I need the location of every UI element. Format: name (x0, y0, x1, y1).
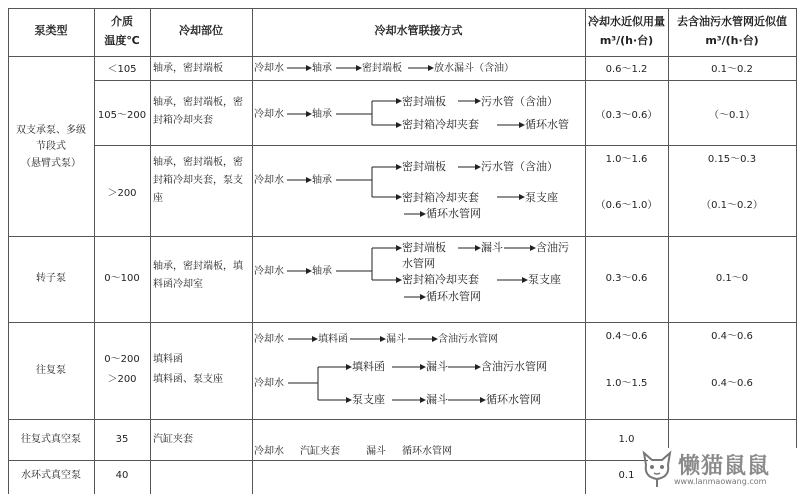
temp-r3: ＞200 (107, 188, 137, 199)
pump-type-recip: 往复泵 (36, 365, 66, 376)
header-pump-type: 泵类型 (34, 24, 68, 37)
pump-type-double-3: （悬臂式泵） (21, 158, 81, 169)
sewer-r1: 0.1～0.2 (711, 64, 753, 75)
usage-r1: 0.6～1.2 (605, 64, 648, 75)
usage-ring-vac: 0.1 (618, 470, 635, 481)
flow-r2-seal: 密封端板 (402, 95, 446, 108)
part-recip-2: 填料函、泵支座 (153, 374, 223, 385)
header-sewer-usage: 去含油污水管网近似值 (677, 15, 787, 28)
usage-recip-vac: 1.0 (618, 434, 635, 445)
rule (8, 236, 796, 237)
watermark-logo (638, 445, 798, 493)
flow-r2-water: 冷却水 (254, 109, 284, 120)
rule (94, 8, 95, 494)
temp-r2: 105～200 (97, 110, 147, 121)
rule (796, 8, 797, 448)
flow-r3-seal: 密封端板 (402, 160, 446, 173)
flow-r2-sewer: 污水管（含油） (481, 95, 558, 108)
rule (8, 460, 648, 461)
rule (150, 8, 151, 494)
flow-rotor-network: 水管网 (402, 257, 435, 270)
flow-recip1-sewer: 含油污水管网 (438, 334, 498, 345)
flow-r2-bearing: 轴承 (312, 109, 332, 120)
rule (8, 8, 9, 494)
flow-recip2-funnel: 漏斗 (426, 360, 448, 373)
header-medium-temp-1: 介质 (111, 15, 133, 28)
flow-vac-circ: 循环水管网 (402, 446, 452, 457)
rule (94, 80, 796, 81)
flow-r3-bearing: 轴承 (312, 175, 332, 186)
usage-recip-2: 1.0～1.5 (605, 378, 648, 389)
sewer-r2: （～0.1） (709, 110, 755, 121)
usage-r3: 1.0～1.6 (605, 154, 648, 165)
flow-recip2-packing: 填料函 (352, 360, 385, 373)
cat-icon (640, 449, 674, 489)
pump-type-rotor: 转子泵 (36, 273, 66, 284)
flow-recip2-sewer: 含油污水管网 (481, 360, 547, 373)
flow-r1-seal: 密封端板 (362, 63, 402, 74)
flow-vac-jacket: 汽缸夹套 (300, 446, 340, 457)
part-r1: 轴承，密封端板 (153, 63, 223, 74)
pump-type-double-1: 双支承泵、多级 (16, 125, 86, 136)
usage-recip-1: 0.4～0.6 (605, 331, 648, 342)
flow-r3-support: 泵支座 (525, 191, 558, 204)
flow-recip1-packing: 填料函 (318, 334, 348, 345)
pump-type-ring-vac: 水环式真空泵 (21, 470, 81, 481)
rule (585, 8, 586, 494)
rule (8, 322, 796, 323)
part-r2: 轴承，密封端板，密封箱冷却夹套 (153, 97, 243, 126)
flow-recip2-circ: 循环水管网 (486, 393, 541, 406)
pump-type-double-2: 节段式 (36, 141, 66, 152)
flow-rotor-support: 泵支座 (528, 273, 561, 286)
flow-vac-funnel: 漏斗 (366, 446, 386, 457)
sewer-r3: 0.15～0.3 (707, 154, 757, 165)
flow-rotor-funnel: 漏斗 (481, 241, 503, 254)
temp-recip-vac: 35 (115, 434, 129, 445)
sewer-rotor: 0.1～0 (715, 273, 749, 284)
part-rotor: 轴承，密封端板，填料函冷却室 (153, 261, 243, 290)
temp-rotor: 0～100 (104, 273, 140, 284)
part-recip-vac: 汽缸夹套 (153, 434, 193, 445)
rule (252, 8, 253, 494)
header-cooling-part: 冷却部位 (179, 24, 223, 37)
usage-r2: （0.3～0.6） (595, 110, 658, 121)
flow-r3-water: 冷却水 (254, 175, 284, 186)
header-sewer-usage-unit: m³/(h·台) (705, 34, 759, 47)
flow-rotor-bearing: 轴承 (312, 266, 332, 277)
rule (8, 419, 796, 420)
flow-rotor-circ: 循环水管网 (426, 290, 481, 303)
rule (8, 8, 796, 9)
header-water-usage-unit: m³/(h·台) (599, 34, 654, 47)
part-recip-1: 填料函 (153, 354, 183, 365)
flow-r3-jacket: 密封箱冷却夹套 (402, 191, 479, 204)
flow-recip2-support: 泵支座 (352, 393, 385, 406)
flow-r3-sewer: 污水管（含油） (481, 160, 558, 173)
rule (94, 145, 796, 146)
logo-name: 懒猫鼠鼠 (678, 454, 771, 479)
part-r3: 轴承，密封端板，密封箱冷却夹套，泵支座 (153, 157, 243, 204)
flow-r2-circ: 循环水管 (525, 118, 569, 131)
sewer-recip-2: 0.4～0.6 (711, 378, 753, 389)
header-water-usage: 冷却水近似用量 (588, 15, 665, 28)
flow-recip1-water: 冷却水 (254, 334, 284, 345)
flow-rotor-jacket: 密封箱冷却夹套 (402, 273, 479, 286)
flow-rotor-oily: 含油污 (536, 241, 569, 254)
rule (8, 56, 796, 57)
temp-recip-2: ＞200 (107, 374, 137, 385)
flow-vac-water: 冷却水 (254, 446, 284, 457)
flow-recip2-water: 冷却水 (254, 378, 284, 389)
pump-type-recip-vac: 往复式真空泵 (21, 434, 81, 445)
sewer-r3-alt: （0.1～0.2） (701, 200, 763, 211)
sewer-recip-1: 0.4～0.6 (711, 331, 753, 342)
flow-rotor-water: 冷却水 (254, 266, 284, 277)
flow-r1-water: 冷却水 (254, 63, 284, 74)
flow-r2-jacket: 密封箱冷却夹套 (402, 118, 479, 131)
temp-recip-1: 0～200 (104, 354, 140, 365)
temp-r1: ＜105 (107, 64, 137, 75)
header-medium-temp-2: 温度℃ (104, 34, 140, 47)
flow-recip2-funnel-b: 漏斗 (426, 393, 448, 406)
flow-r1-bearing: 轴承 (312, 63, 332, 74)
flow-r3-circ: 循环水管网 (426, 207, 481, 220)
flow-rotor-seal: 密封端板 (402, 241, 446, 254)
logo-url: www.lanmaowang.com (674, 477, 767, 486)
temp-ring-vac: 40 (115, 470, 129, 481)
header-connection: 冷却水管联接方式 (374, 24, 463, 37)
usage-r3-alt: （0.6～1.0） (595, 200, 658, 211)
flow-r1-drain: 放水漏斗（含油） (434, 63, 514, 74)
usage-rotor: 0.3～0.6 (605, 273, 648, 284)
flow-recip1-funnel: 漏斗 (386, 334, 406, 345)
